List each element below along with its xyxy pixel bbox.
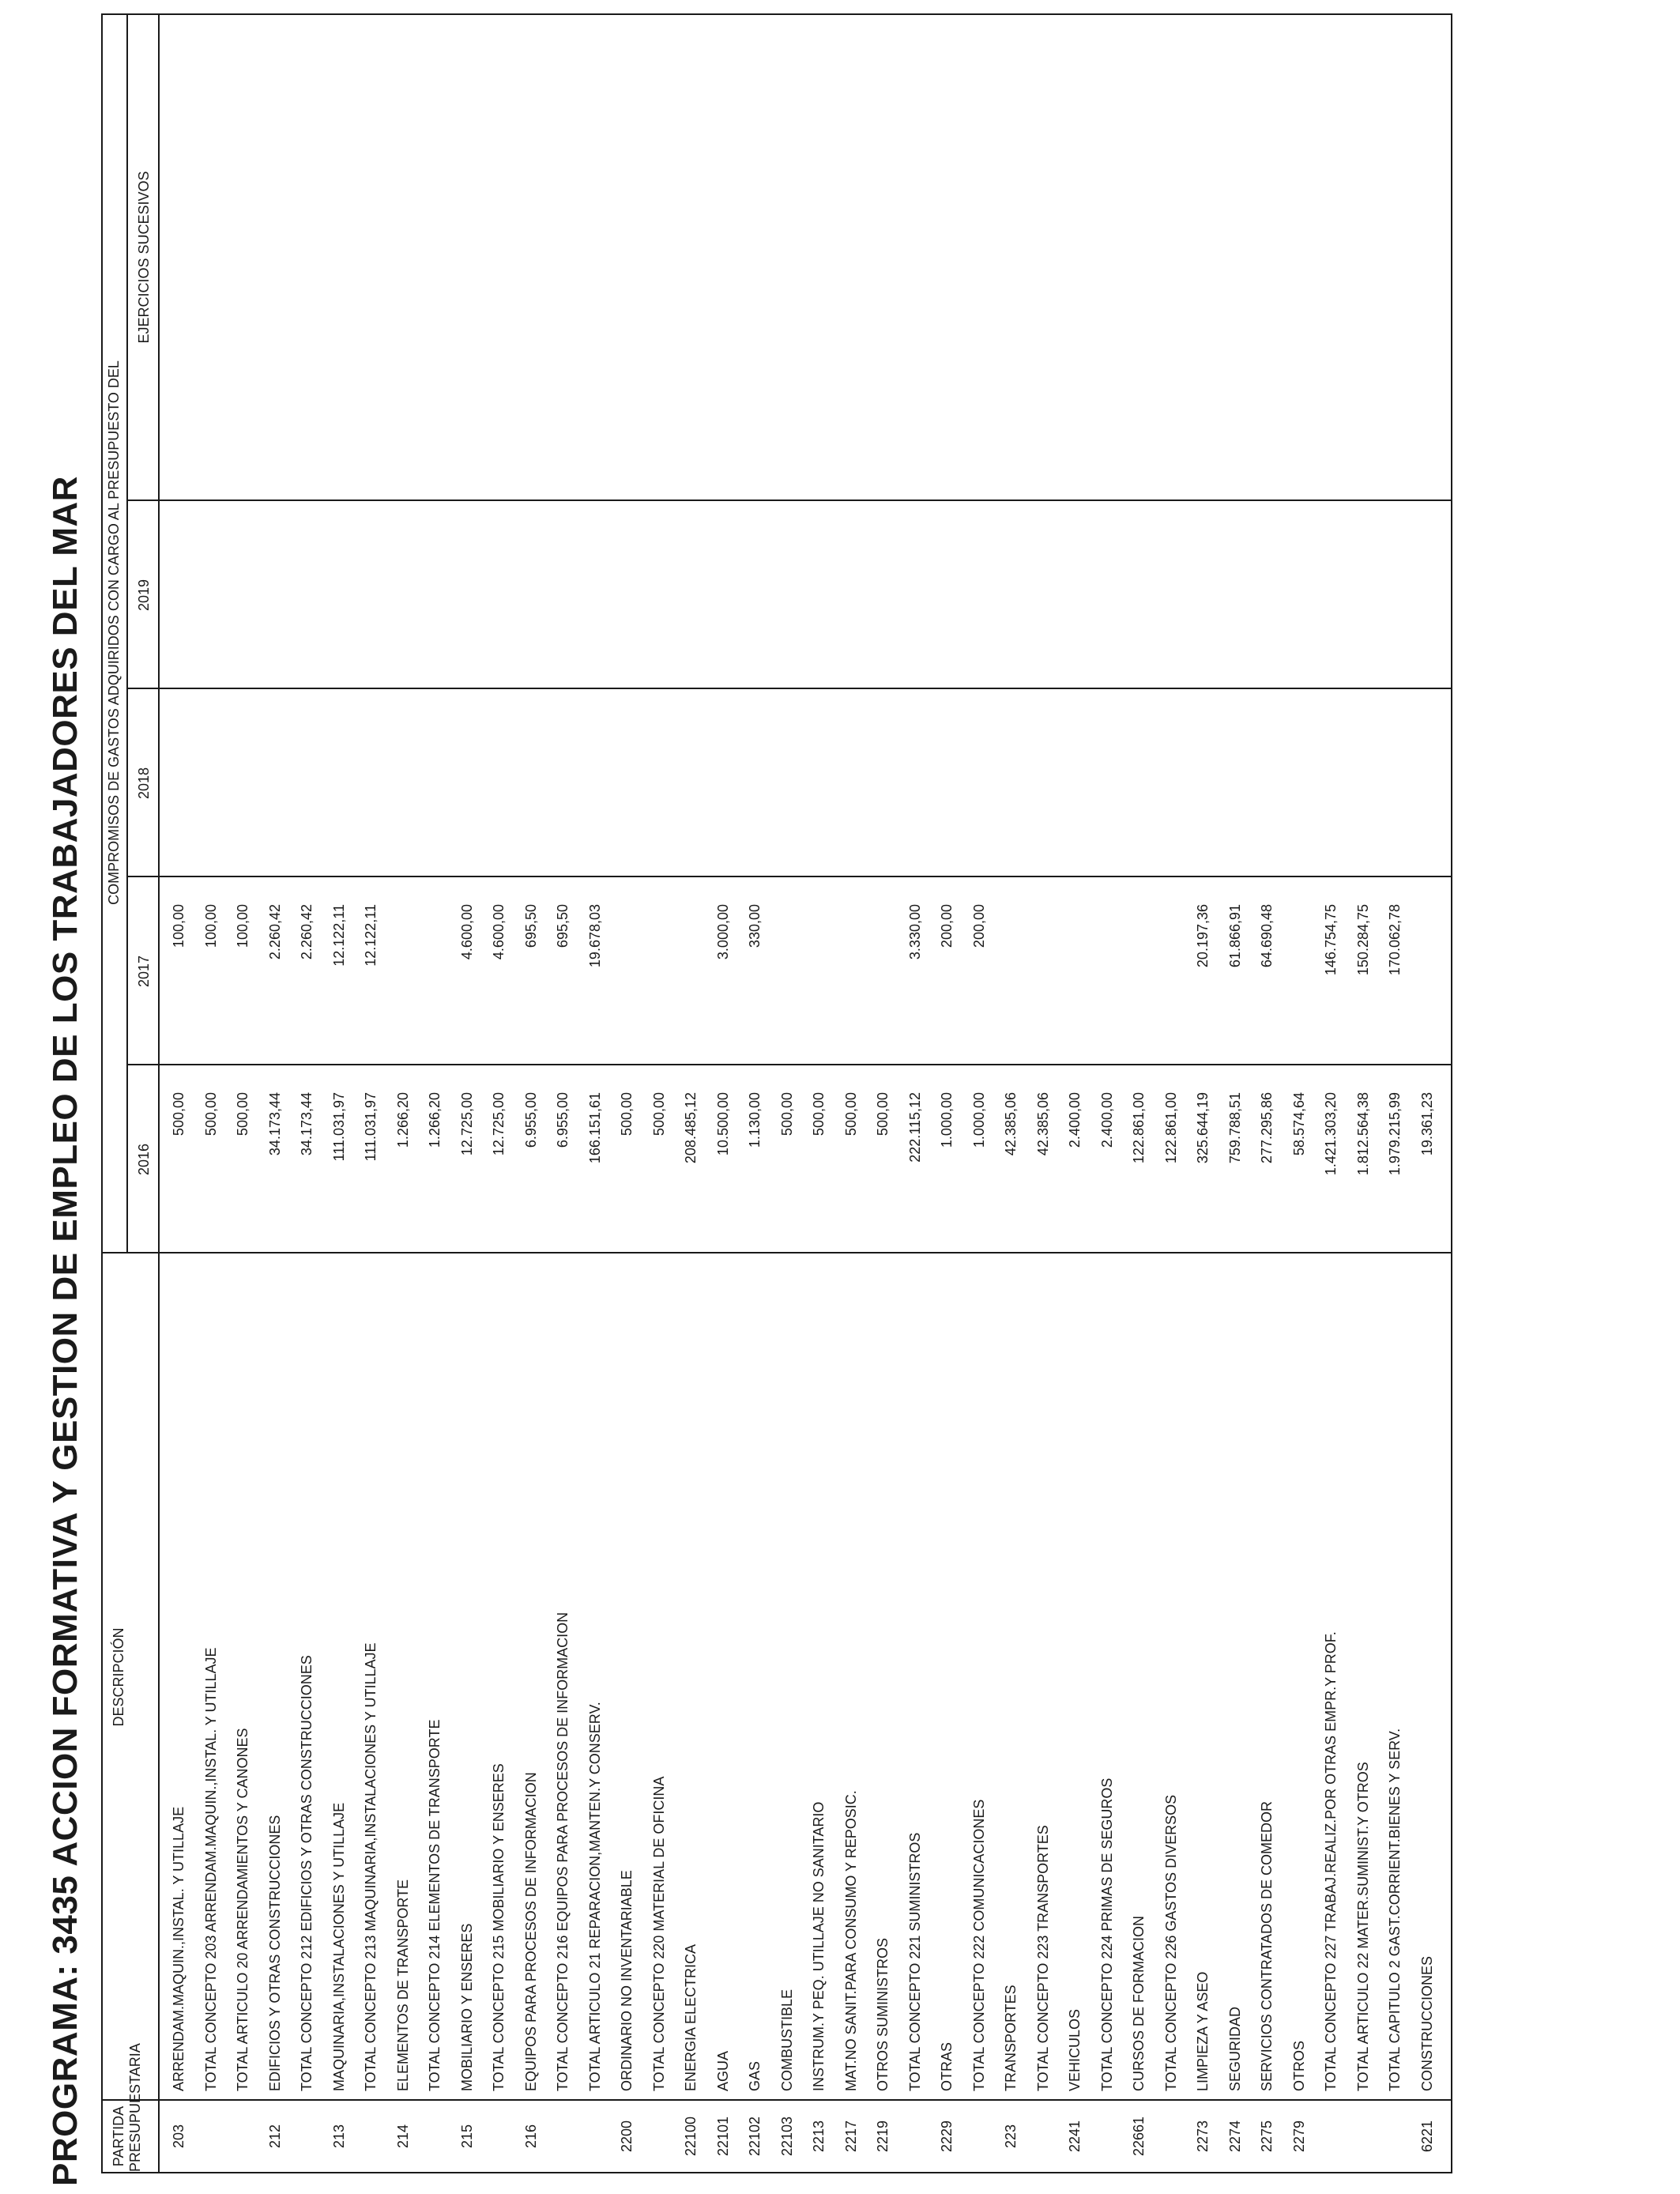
amount-2017: 200,00 xyxy=(970,904,987,948)
amount-2016: 1.979.215,99 xyxy=(1387,1092,1403,1176)
amount-2016: 500,00 xyxy=(875,1092,891,1137)
description: COMBUSTIBLE xyxy=(778,1989,795,2091)
partida-code xyxy=(1027,2101,1060,2172)
description: TOTAL CONCEPTO 221 SUMINISTROS xyxy=(906,1832,923,2091)
partida-code: 223 xyxy=(1003,2124,1019,2149)
description: ORDINARIO NO INVENTARIABLE xyxy=(619,1870,635,2091)
table-row xyxy=(579,15,612,2172)
table-row xyxy=(1059,15,1091,2172)
header-year-2016: 2016 xyxy=(136,1143,152,1176)
table-row xyxy=(387,15,420,2172)
amount-2017: 330,00 xyxy=(747,904,763,948)
partida-code: 22661 xyxy=(1131,2116,1147,2157)
amount-2016: 42.385,06 xyxy=(1003,1092,1019,1156)
amount-2016: 111.031,97 xyxy=(363,1092,379,1162)
amount-2016: 2.400,00 xyxy=(1067,1092,1083,1148)
partida-code: 2273 xyxy=(1195,2120,1211,2153)
description: TOTAL CONCEPTO 223 TRANSPORTES xyxy=(1034,1825,1051,2091)
description: TOTAL CONCEPTO 203 ARRENDAM.MAQUIN.,INSTAL. Y UTILLAJE xyxy=(202,1647,219,2091)
amount-2017 xyxy=(611,904,643,1051)
amount-2016: 12.725,00 xyxy=(458,1092,475,1156)
amount-2016: 1.266,20 xyxy=(394,1092,411,1148)
amount-2017 xyxy=(867,904,899,1051)
partida-code: 2241 xyxy=(1067,2120,1083,2153)
table-row xyxy=(835,15,868,2172)
amount-2017: 100,00 xyxy=(235,904,250,948)
table-row xyxy=(1411,15,1444,2172)
amount-2017 xyxy=(1027,904,1060,1051)
description: ARRENDAM.MAQUIN.,INSTAL. Y UTILLAJE xyxy=(171,1806,186,2091)
table-row xyxy=(291,15,323,2172)
amount-2017: 4.600,00 xyxy=(458,904,475,960)
amount-2017: 146.754,75 xyxy=(1323,904,1339,976)
description: TOTAL CONCEPTO 227 TRABAJ.REALIZ.POR OTRAS EMPR.Y PROF. xyxy=(1323,1631,1339,2091)
amount-2016: 500,00 xyxy=(842,1092,859,1137)
table-row xyxy=(643,15,676,2172)
partida-code: 2219 xyxy=(875,2120,891,2153)
amount-2016: 500,00 xyxy=(171,1092,186,1137)
amount-2016: 34.173,44 xyxy=(266,1092,283,1156)
amount-2016: 42.385,06 xyxy=(1034,1092,1051,1156)
amount-2016: 759.788,51 xyxy=(1226,1092,1243,1164)
amount-2016: 500,00 xyxy=(650,1092,667,1137)
partida-code xyxy=(1155,2101,1188,2172)
table-row xyxy=(355,15,387,2172)
amount-2016: 58.574,64 xyxy=(1290,1092,1307,1156)
description: TOTAL CONCEPTO 222 COMUNICACIONES xyxy=(970,1799,987,2091)
budget-table xyxy=(101,13,1452,2173)
description: TOTAL CONCEPTO 213 MAQUINARIA,INSTALACIONES Y UTILLAJE xyxy=(363,1642,379,2091)
partida-code: 216 xyxy=(522,2124,539,2149)
amount-2017 xyxy=(835,904,868,1051)
partida-code: 22100 xyxy=(683,2116,699,2157)
description: TRANSPORTES xyxy=(1003,1985,1019,2091)
amount-2017 xyxy=(1411,904,1444,1051)
amount-2017: 695,50 xyxy=(555,904,571,948)
partida-code: 2275 xyxy=(1259,2120,1275,2153)
header-partida-line2: PRESUPUESTARIA xyxy=(127,2043,143,2172)
partida-code xyxy=(483,2101,515,2172)
amount-2017: 150.284,75 xyxy=(1354,904,1371,976)
description: OTROS SUMINISTROS xyxy=(875,1937,891,2091)
table-row xyxy=(547,15,579,2172)
amount-2017 xyxy=(1059,904,1091,1051)
header-partida xyxy=(111,2043,144,2172)
amount-2016: 1.421.303,20 xyxy=(1323,1092,1339,1176)
amount-2016: 111.031,97 xyxy=(330,1092,347,1162)
description: MAT.NO SANIT.PARA CONSUMO Y REPOSIC. xyxy=(842,1790,859,2091)
description: TOTAL CONCEPTO 224 PRIMAS DE SEGUROS xyxy=(1098,1777,1115,2091)
amount-2017: 61.866,91 xyxy=(1226,904,1243,968)
amount-2017: 3.000,00 xyxy=(714,904,731,960)
header-divider xyxy=(158,15,160,2172)
amount-2017: 4.600,00 xyxy=(491,904,507,960)
amount-2017: 12.122,11 xyxy=(363,904,379,967)
amount-2016: 500,00 xyxy=(235,1092,250,1137)
description: VEHICULOS xyxy=(1067,2008,1083,2091)
header-ejercicios: EJERCICIOS SUCESIVOS xyxy=(136,171,152,344)
partida-code: 212 xyxy=(266,2124,283,2149)
amount-2016: 122.861,00 xyxy=(1131,1092,1147,1164)
header-partida-line1: PARTIDA xyxy=(111,2105,126,2167)
description: SERVICIOS CONTRATADOS DE COMEDOR xyxy=(1259,1800,1275,2091)
description: ENERGIA ELECTRICA xyxy=(683,1943,699,2091)
table-row xyxy=(1091,15,1124,2172)
partida-code xyxy=(227,2101,259,2172)
partida-code: 214 xyxy=(394,2124,411,2149)
amount-2017 xyxy=(803,904,835,1051)
description: TOTAL ARTICULO 20 ARRENDAMIENTOS Y CANONES xyxy=(235,1728,250,2091)
table-row xyxy=(995,15,1027,2172)
amount-2016: 500,00 xyxy=(619,1092,635,1137)
amount-2016: 222.115,12 xyxy=(906,1092,923,1163)
partida-code: 2274 xyxy=(1226,2120,1243,2153)
amount-2016: 12.725,00 xyxy=(491,1092,507,1156)
amount-2017 xyxy=(1091,904,1124,1051)
partida-code: 2279 xyxy=(1290,2120,1307,2153)
amount-2017: 19.678,03 xyxy=(586,904,603,968)
description: TOTAL ARTICULO 22 MATER.SUMINIST.Y OTROS xyxy=(1354,1762,1371,2091)
header-year-2018: 2018 xyxy=(136,767,152,800)
amount-2017: 3.330,00 xyxy=(906,904,923,960)
partida-code: 2217 xyxy=(842,2120,859,2153)
table-row xyxy=(963,15,996,2172)
partida-code xyxy=(291,2101,323,2172)
description: LIMPIEZA Y ASEO xyxy=(1195,1971,1211,2091)
amount-2016: 6.955,00 xyxy=(522,1092,539,1148)
partida-code xyxy=(963,2101,996,2172)
amount-2016: 10.500,00 xyxy=(714,1092,731,1156)
description: MOBILIARIO Y ENSERES xyxy=(458,1923,475,2091)
table-row xyxy=(515,15,548,2172)
description: TOTAL CONCEPTO 212 EDIFICIOS Y OTRAS CONSTRUCCIONES xyxy=(299,1655,315,2091)
description: TOTAL CONCEPTO 226 GASTOS DIVERSOS xyxy=(1162,1794,1179,2091)
amount-2016: 2.400,00 xyxy=(1098,1092,1115,1148)
table-row xyxy=(675,15,707,2172)
amount-2017: 100,00 xyxy=(171,904,186,948)
partida-code: 6221 xyxy=(1418,2120,1435,2153)
amount-2017 xyxy=(643,904,676,1051)
amount-2016: 1.812.564,38 xyxy=(1354,1092,1371,1176)
description: SEGURIDAD xyxy=(1226,2006,1243,2091)
partida-code: 2200 xyxy=(619,2120,635,2153)
amount-2017: 2.260,42 xyxy=(266,904,283,960)
partida-code xyxy=(579,2101,612,2172)
partida-code xyxy=(1379,2101,1411,2172)
amount-2016: 500,00 xyxy=(202,1092,219,1137)
amount-2016: 1.266,20 xyxy=(427,1092,443,1148)
table-row xyxy=(1315,15,1347,2172)
table-row xyxy=(1155,15,1188,2172)
amount-2016: 277.295,86 xyxy=(1259,1092,1275,1164)
amount-2017 xyxy=(675,904,707,1051)
amount-2017: 20.197,36 xyxy=(1195,904,1211,968)
amount-2017: 2.260,42 xyxy=(299,904,315,960)
amount-2017 xyxy=(1283,904,1316,1051)
table-row xyxy=(195,15,228,2172)
description: GAS xyxy=(747,2060,763,2091)
partida-code: 2229 xyxy=(939,2120,955,2153)
description: INSTRUM.Y PEQ. UTILLAJE NO SANITARIO xyxy=(811,1801,827,2091)
table-row xyxy=(1187,15,1219,2172)
description: TOTAL CONCEPTO 216 EQUIPOS PARA PROCESOS DE INFORMACION xyxy=(555,1612,571,2091)
amount-2016: 500,00 xyxy=(778,1092,795,1137)
description: EDIFICIOS Y OTRAS CONSTRUCCIONES xyxy=(266,1815,283,2091)
amount-2017 xyxy=(419,904,451,1051)
description: EQUIPOS PARA PROCESOS DE INFORMACION xyxy=(522,1772,539,2091)
table-row xyxy=(611,15,643,2172)
table-row xyxy=(771,15,804,2172)
amount-2017 xyxy=(995,904,1027,1051)
table-row xyxy=(1219,15,1252,2172)
description: AGUA xyxy=(714,2050,731,2091)
partida-code: 2213 xyxy=(811,2120,827,2153)
table-row xyxy=(451,15,484,2172)
description: TOTAL ARTICULO 21 REPARACION,MANTEN.Y CONSERV. xyxy=(586,1702,603,2091)
table-row xyxy=(1379,15,1411,2172)
description: MAQUINARIA,INSTALACIONES Y UTILLAJE xyxy=(330,1802,347,2091)
description: TOTAL CONCEPTO 215 MOBILIARIO Y ENSERES xyxy=(491,1763,507,2091)
table-row xyxy=(163,15,195,2172)
table-row xyxy=(323,15,356,2172)
amount-2017 xyxy=(771,904,804,1051)
page-title: PROGRAMA: 3435 ACCION FORMATIVA Y GESTION DE EMPLEO DE LOS TRABAJADORES DEL MAR xyxy=(46,476,85,2186)
compromisos-divider xyxy=(126,15,128,1253)
amount-2016: 122.861,00 xyxy=(1162,1092,1179,1164)
header-descripcion: DESCRIPCIÓN xyxy=(111,1627,126,1727)
table-row xyxy=(931,15,963,2172)
table-row xyxy=(419,15,451,2172)
description: CONSTRUCCIONES xyxy=(1418,1955,1435,2091)
partida-code: 22103 xyxy=(778,2116,795,2157)
amount-2016: 166.151,61 xyxy=(586,1092,603,1164)
table-row xyxy=(1027,15,1060,2172)
description: ELEMENTOS DE TRANSPORTE xyxy=(394,1879,411,2091)
header-compromisos: COMPROMISOS DE GASTOS ADQUIRIDOS CON CARGO AL PRESUPUESTO DEL xyxy=(106,360,122,905)
partida-code xyxy=(195,2101,228,2172)
amount-2016: 19.361,23 xyxy=(1418,1092,1435,1156)
partida-code xyxy=(419,2101,451,2172)
amount-2017: 12.122,11 xyxy=(330,904,347,967)
header-year-2017: 2017 xyxy=(136,955,152,988)
partida-code xyxy=(355,2101,387,2172)
amount-2017 xyxy=(387,904,420,1051)
partida-code xyxy=(1091,2101,1124,2172)
table-row xyxy=(707,15,740,2172)
amount-2016: 34.173,44 xyxy=(299,1092,315,1156)
amount-2017: 64.690,48 xyxy=(1259,904,1275,968)
table-row xyxy=(1251,15,1283,2172)
description: CURSOS DE FORMACION xyxy=(1131,1915,1147,2091)
partida-code: 203 xyxy=(171,2124,186,2149)
partida-code xyxy=(1347,2101,1380,2172)
description: TOTAL CAPITULO 2 GAST.CORRIENT.BIENES Y SERV. xyxy=(1387,1728,1403,2091)
amount-2016: 1.000,00 xyxy=(939,1092,955,1148)
header-year-2019: 2019 xyxy=(136,579,152,612)
description: OTRAS xyxy=(939,2041,955,2091)
amount-2017: 170.062,78 xyxy=(1387,904,1403,976)
table-row xyxy=(483,15,515,2172)
table-row xyxy=(867,15,899,2172)
table-row xyxy=(1123,15,1155,2172)
description: TOTAL CONCEPTO 214 ELEMENTOS DE TRANSPORTE xyxy=(427,1719,443,2091)
amount-2016: 1.130,00 xyxy=(747,1092,763,1148)
table-row xyxy=(803,15,835,2172)
table-row xyxy=(227,15,259,2172)
table-row xyxy=(1283,15,1316,2172)
table-row xyxy=(259,15,292,2172)
table-row xyxy=(739,15,771,2172)
amount-2017: 200,00 xyxy=(939,904,955,948)
partida-code: 213 xyxy=(330,2124,347,2149)
amount-2016: 6.955,00 xyxy=(555,1092,571,1148)
amount-2017 xyxy=(1155,904,1188,1051)
table-row xyxy=(899,15,932,2172)
amount-2016: 500,00 xyxy=(811,1092,827,1137)
amount-2017 xyxy=(1123,904,1155,1051)
amount-2016: 208.485,12 xyxy=(683,1092,699,1164)
amount-2016: 325.644,19 xyxy=(1195,1092,1211,1164)
description: OTROS xyxy=(1290,2040,1307,2091)
partida-code: 215 xyxy=(458,2124,475,2149)
partida-code: 22102 xyxy=(747,2116,763,2157)
amount-2016: 1.000,00 xyxy=(970,1092,987,1148)
partida-code xyxy=(899,2101,932,2172)
amount-2017: 695,50 xyxy=(522,904,539,948)
partida-code: 22101 xyxy=(714,2116,731,2157)
amount-2017: 100,00 xyxy=(202,904,219,948)
partida-code xyxy=(547,2101,579,2172)
table-row xyxy=(1347,15,1380,2172)
description: TOTAL CONCEPTO 220 MATERIAL DE OFICINA xyxy=(650,1776,667,2091)
partida-code xyxy=(643,2101,676,2172)
partida-code xyxy=(1315,2101,1347,2172)
